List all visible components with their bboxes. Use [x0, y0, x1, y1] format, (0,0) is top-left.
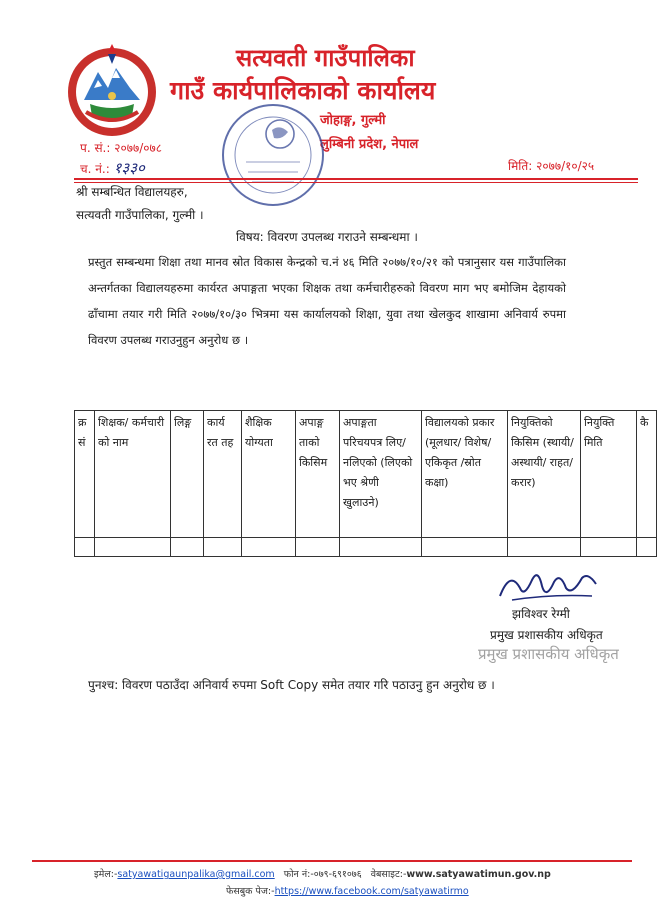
table-header-row: [75, 411, 657, 538]
footer-divider: [32, 860, 632, 862]
ps-number: [80, 139, 162, 156]
signatory-name: झविश्वर रेग्मी: [512, 607, 570, 621]
col-header-level: कार्य रत तह: [204, 411, 242, 538]
col-header-appointment-type: नियुक्तिको किसिम (स्थायी/ अस्थायी/ राहत/करार): [508, 411, 581, 538]
phone-label: फोन नं:-: [283, 869, 314, 880]
subject-line: विषय: विवरण उपलब्ध गराउने सम्बन्धमा ।: [236, 230, 418, 244]
col-header-remarks: कै: [637, 411, 657, 538]
facebook-link[interactable]: https://www.facebook.com/satyawatirmo: [274, 886, 469, 897]
date-value: २०७७/१०/२५: [536, 159, 595, 173]
staff-details-table: [74, 410, 657, 557]
col-header-name: शिक्षक/ कर्मचारी को नाम: [95, 411, 171, 538]
ps-label: प. सं.:: [80, 141, 111, 155]
body-paragraph: प्रस्तुत सम्बन्धमा शिक्षा तथा मानव स्रोत विकास केन्द्रको च.नं ४६ मिति २०७७/१०/२१ को पत्रानुसार यस गाउँपालिका अन्तर्गतका विद्यालयहरुमा कार्यरत अपाङ्गता भएका शिक्षक तथा कर्मचारीहरुको विवरण माग भए बमोजिम देहायको ढाँचामा तयार गरी मिति २०७७/१०/३० भित्रमा यस कार्यालयको शिक्षा, युवा तथा खेलकुद शाखामा अनिवार्य रुपमा विवरण उपलब्ध गराउनुहुन अनुरोध छ ।: [88, 255, 566, 347]
table-row: [75, 538, 657, 557]
handwritten-signature: [492, 566, 602, 606]
col-header-serial: क्र सं: [75, 411, 95, 538]
facebook-label: फेसबुक पेज:-: [226, 886, 275, 897]
col-header-id-card: अपाङ्गता परिचयपत्र लिए/नलिएको (लिएको भए श्रेणी खुलाउने): [340, 411, 422, 538]
cn-label: च. नं.:: [80, 162, 110, 176]
footer-facebook-line: [226, 884, 469, 897]
signatory-designation: प्रमुख प्रशासकीय अधिकृत: [490, 628, 603, 642]
cn-number: [80, 158, 145, 178]
ps-value: २०७७/०७८: [114, 141, 162, 155]
cn-value: १३३०: [113, 159, 145, 177]
email-link[interactable]: satyawatigaunpalika@gmail.com: [117, 869, 275, 880]
designation-stamp: [478, 640, 634, 672]
recipient-line1: श्री सम्बन्धित विद्यालयहरु,: [76, 185, 188, 199]
address-line2: लुम्बिनी प्रदेश, नेपाल: [320, 137, 419, 152]
postscript-note: पुनश्च: विवरण पठाउँदा अनिवार्य रुपमा Soft Copy समेत तयार गरि पठाउनु हुन अनुरोध छ ।: [88, 678, 495, 692]
date-label: मिति:: [508, 159, 533, 173]
col-header-gender: लिङ्ग: [171, 411, 204, 538]
letter-date: [508, 157, 594, 174]
website-label: वेबसाइट:-: [370, 869, 407, 880]
office-round-stamp: [218, 100, 328, 210]
designation-stamp-text: प्रमुख प्रशासकीय अधिकृत: [478, 645, 619, 663]
website-link[interactable]: www.satyawatimun.gov.np: [406, 869, 551, 880]
col-header-appointment-date: नियुक्ति मिति: [581, 411, 637, 538]
recipient-line2: सत्यवती गाउँपालिका, गुल्मी ।: [76, 208, 204, 222]
office-title-line2: गाउँ कार्यपालिकाको कार्यालय: [170, 76, 436, 105]
phone-number: ०७९-६९१०७६: [313, 869, 362, 880]
footer-contact-line: [94, 867, 551, 880]
col-header-disability-type: अपाङ्ग ताको किसिम: [296, 411, 340, 538]
office-title-line1: सत्यवती गाउँपालिका: [236, 44, 415, 72]
email-label: इमेल:-: [94, 869, 118, 880]
header-divider: [74, 178, 638, 180]
nepal-emblem-logo: [64, 42, 160, 138]
address-line1: जोहाङ्ग, गुल्मी: [320, 113, 386, 128]
col-header-school-type: विद्यालयको प्रकार (मूलधार/ विशेष/एकिकृत /स्रोत कक्षा): [422, 411, 508, 538]
col-header-qualification: शैक्षिक योग्यता: [242, 411, 296, 538]
